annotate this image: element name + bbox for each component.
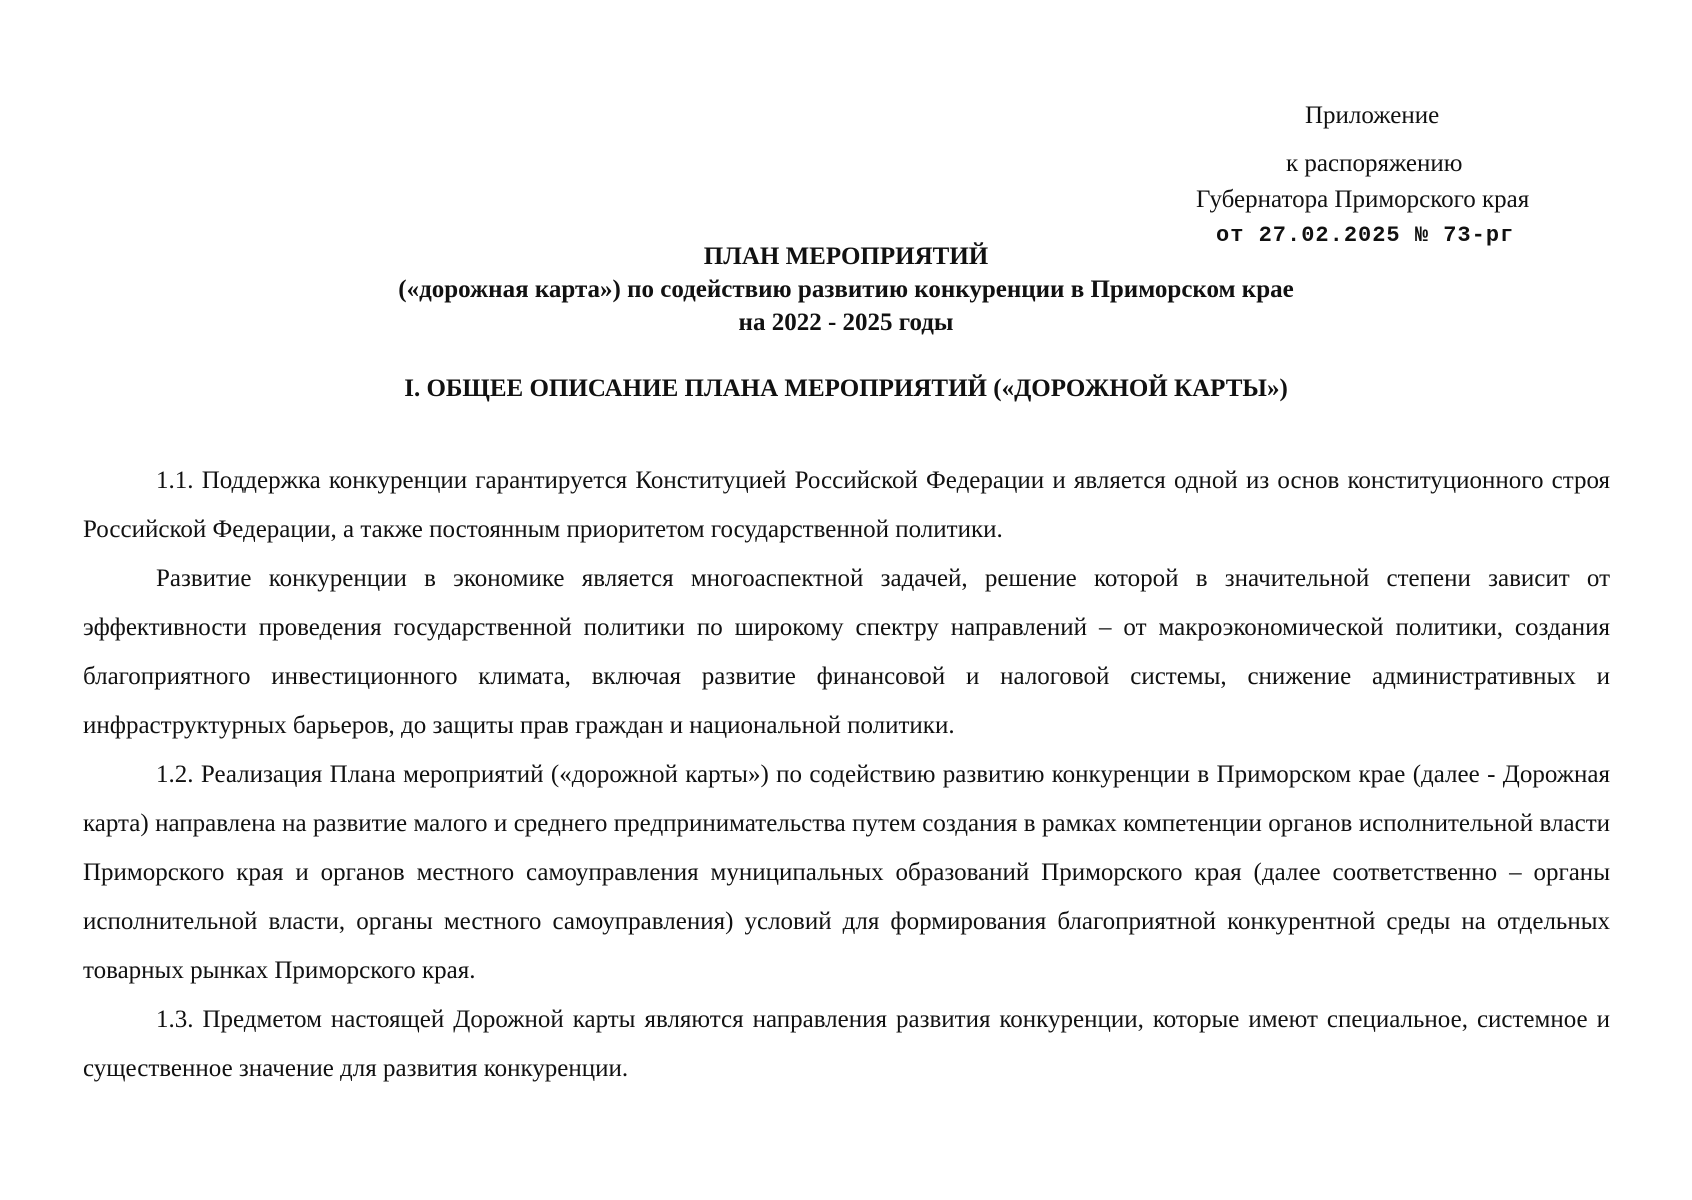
attachment-line-1: к распоряжению <box>1286 150 1463 177</box>
attachment-title: Приложение <box>1305 102 1440 129</box>
section-heading: I. ОБЩЕЕ ОПИСАНИЕ ПЛАНА МЕРОПРИЯТИЙ («ДОРОЖНОЙ КАРТЫ») <box>404 375 1288 402</box>
title-line-2: («дорожная карта») по содействию развитию конкуренции в Приморском крае <box>398 276 1294 303</box>
document-title <box>0 240 1692 339</box>
title-line-1: ПЛАН МЕРОПРИЯТИЙ <box>703 243 989 270</box>
title-line-3: на 2022 - 2025 годы <box>738 309 954 336</box>
paragraph-1-2: 1.2. Реализация Плана мероприятий («дорожной карты») по содействию развитию конкуренции в Приморском крае (далее - Дорожная карта) направлена на развитие малого и среднего предпринимательства путем создания в рамках компетенции органов исполнительной власти Приморского края и органов местного самоуправления муниципальных образований Приморского края (далее соответственно – органы исполнительной власти, органы местного самоуправления) условий для формирования благоприятной конкурентной среды на отдельных товарных рынках Приморского края. <box>83 761 1610 984</box>
paragraph-1-3: 1.3. Предметом настоящей Дорожной карты являются направления развития конкуренции, которые имеют специальное, системное и существенное значение для развития конкуренции. <box>83 1006 1610 1082</box>
body-text <box>83 456 1610 1093</box>
paragraph-1-1: 1.1. Поддержка конкуренции гарантируется Конституцией Российской Федерации и является одной из основ конституционного строя Российской Федерации, а также постоянным приоритетом государственной политики. <box>83 467 1610 543</box>
paragraph-competition-development: Развитие конкуренции в экономике является многоаспектной задачей, решение которой в значительной степени зависит от эффективности проведения государственной политики по широкому спектру направлений – от макроэкономической политики, создания благоприятного инвестиционного климата, включая развитие финансовой и налоговой системы, снижение административных и инфраструктурных барьеров, до защиты прав граждан и национальной политики. <box>83 565 1610 739</box>
registration-stamp: от 27.02.2025 № 73-рг <box>1216 223 1515 248</box>
attachment-line-2: Губернатора Приморского края <box>1196 186 1530 213</box>
